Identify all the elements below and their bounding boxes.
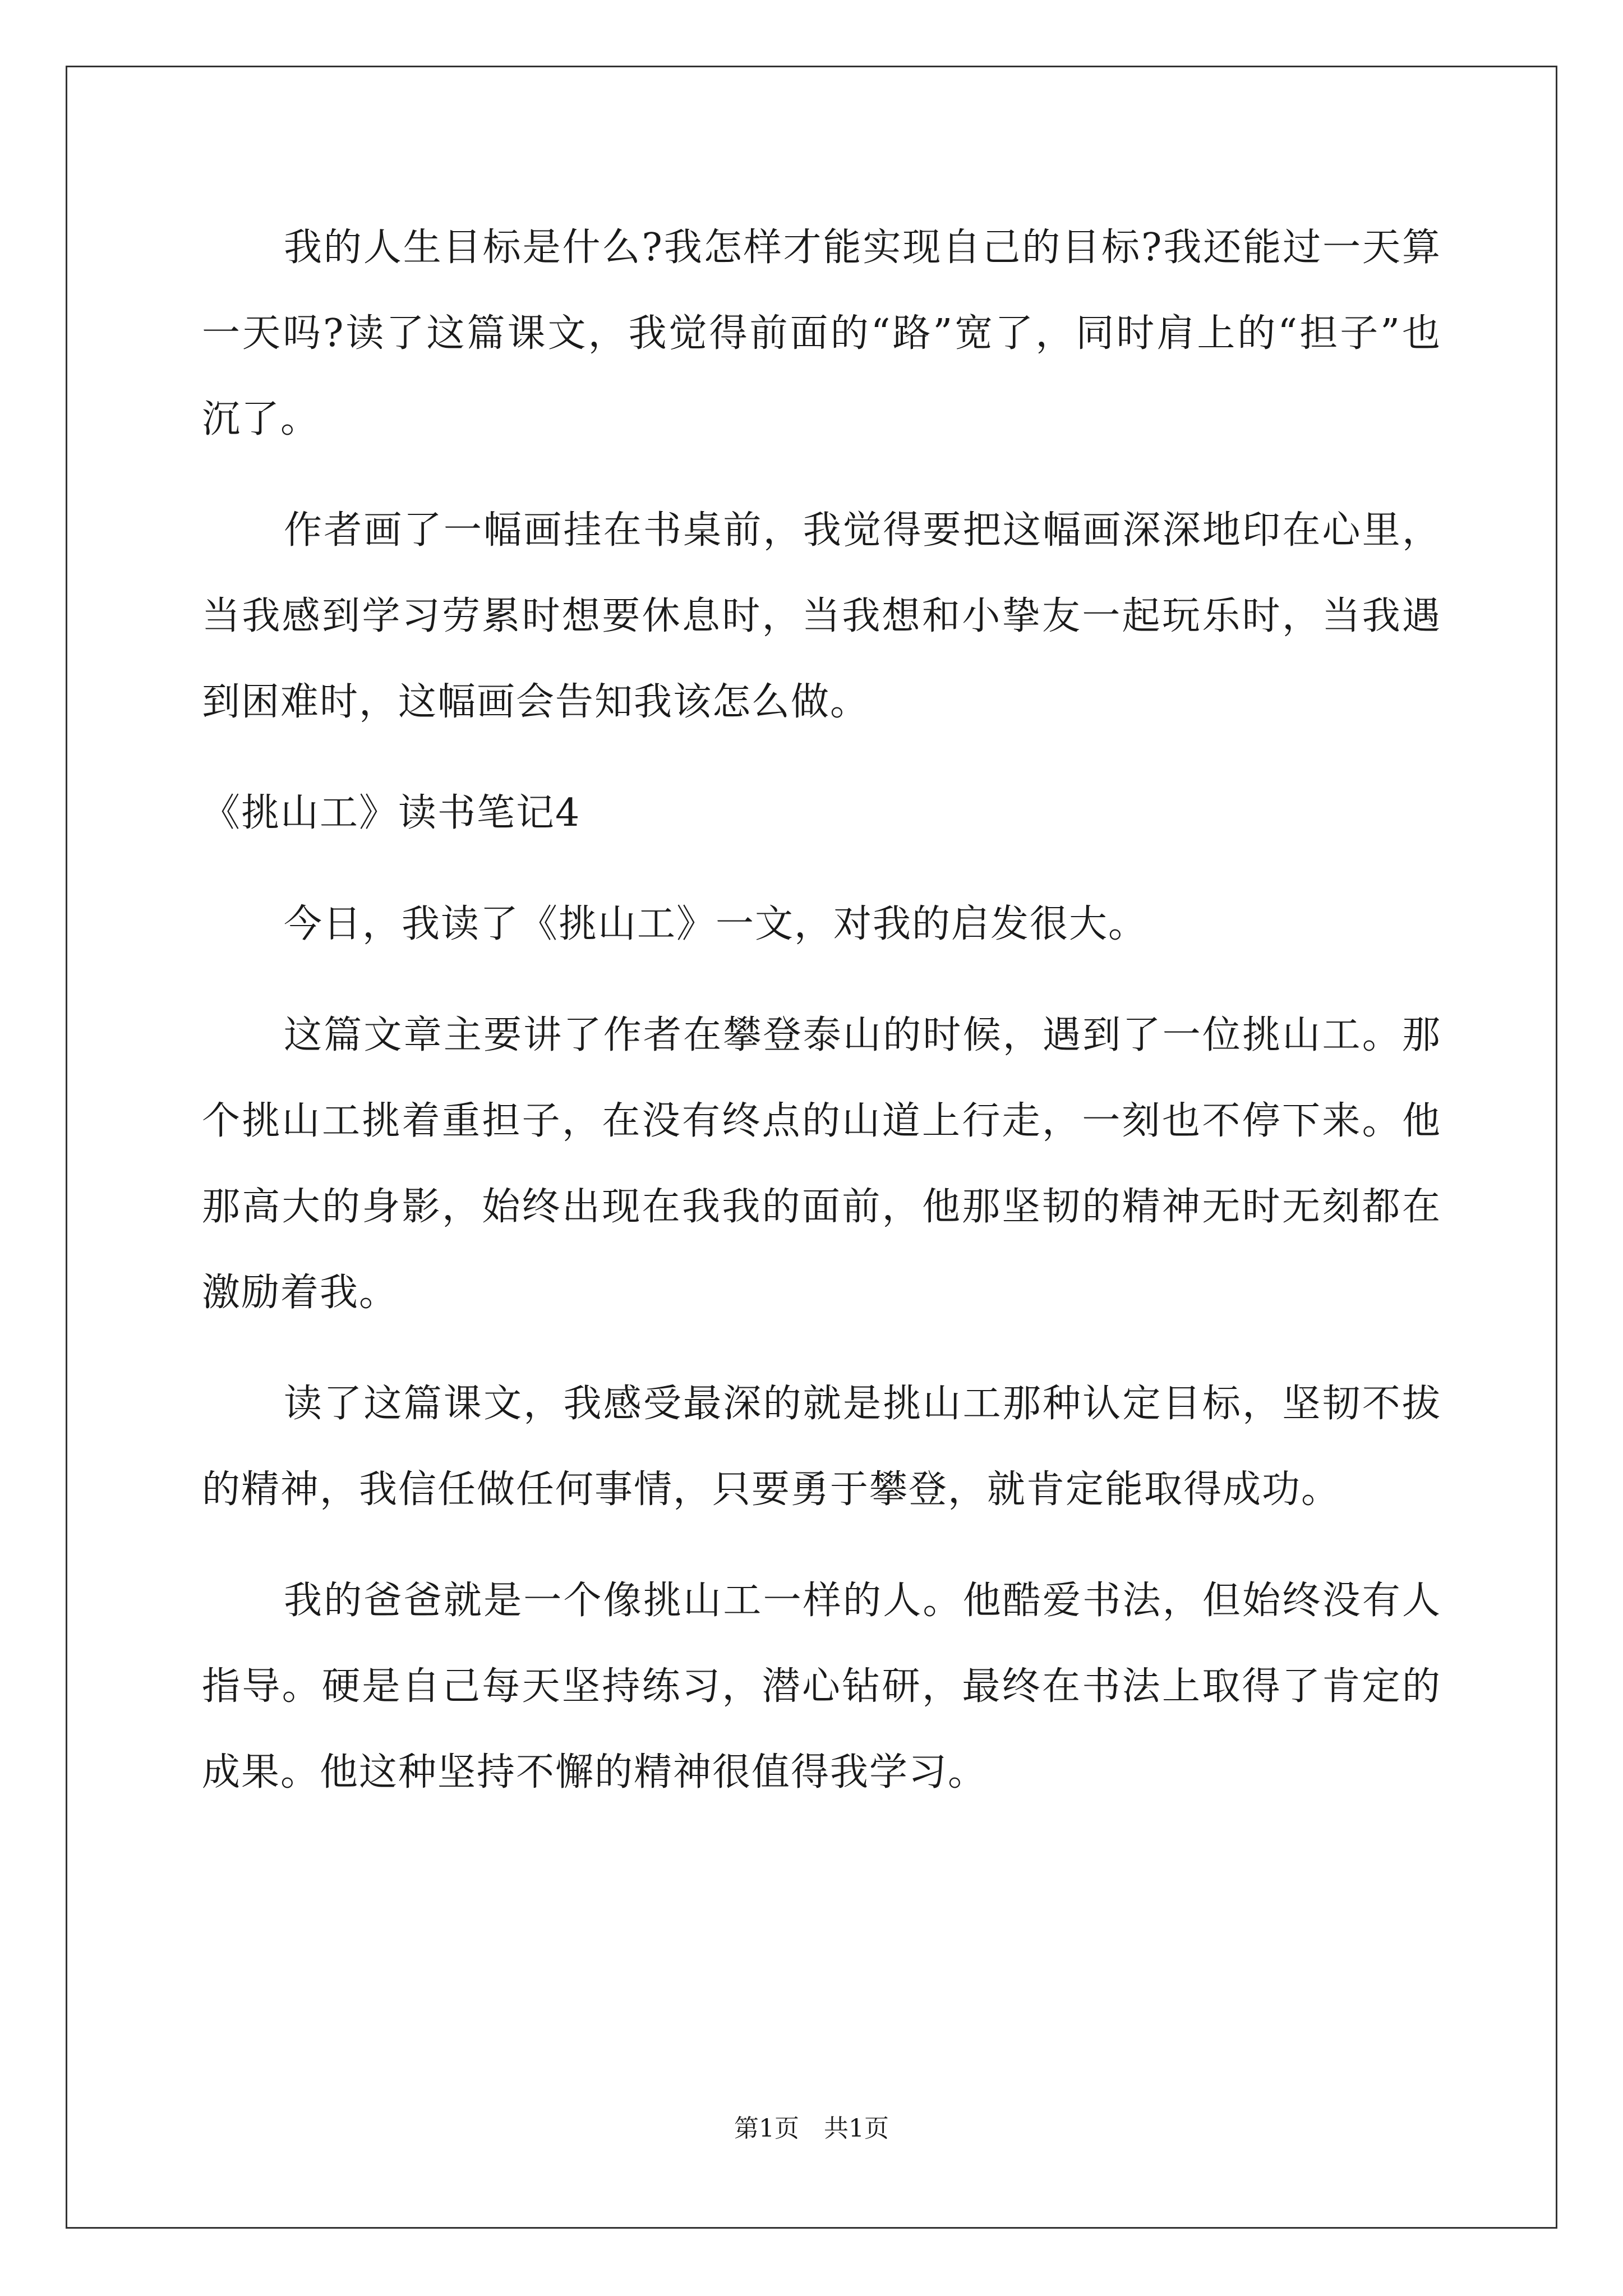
- paragraph: 这篇文章主要讲了作者在攀登泰山的时候，遇到了一位挑山工。那个挑山工挑着重担子，在没有终点的山道上行走，一刻也不停下来。他那高大的身影，始终出现在我我的面前，他那坚韧的精神无时无刻都在激励着我。: [202, 1013, 1441, 1315]
- page-number-footer: 第1页 共1页: [734, 2114, 889, 2143]
- paragraph: 今日，我读了《挑山工》一文，对我的启发很大。: [284, 902, 1148, 946]
- paragraph: 我的人生目标是什么?我怎样才能实现自己的目标?我还能过一天算一天吗?读了这篇课文，我觉得前面的“路”宽了，同时肩上的“担子”也沉了。: [202, 226, 1441, 441]
- paragraph: 我的爸爸就是一个像挑山工一样的人。他酷爱书法，但始终没有人指导。硬是自己每天坚持练习，潜心钻研，最终在书法上取得了肯定的成果。他这种坚持不懈的精神很值得我学习。: [202, 1579, 1441, 1795]
- document-body: [202, 205, 1441, 1815]
- section-heading: 《挑山工》读书笔记4: [202, 791, 581, 835]
- paragraph: 读了这篇课文，我感受最深的就是挑山工那种认定目标，坚韧不拔的精神，我信任做任何事情，只要勇于攀登，就肯定能取得成功。: [202, 1382, 1441, 1512]
- paragraph: 作者画了一幅画挂在书桌前，我觉得要把这幅画深深地印在心里，当我感到学习劳累时想要休息时，当我想和小挚友一起玩乐时，当我遇到困难时，这幅画会告知我该怎么做。: [202, 508, 1441, 724]
